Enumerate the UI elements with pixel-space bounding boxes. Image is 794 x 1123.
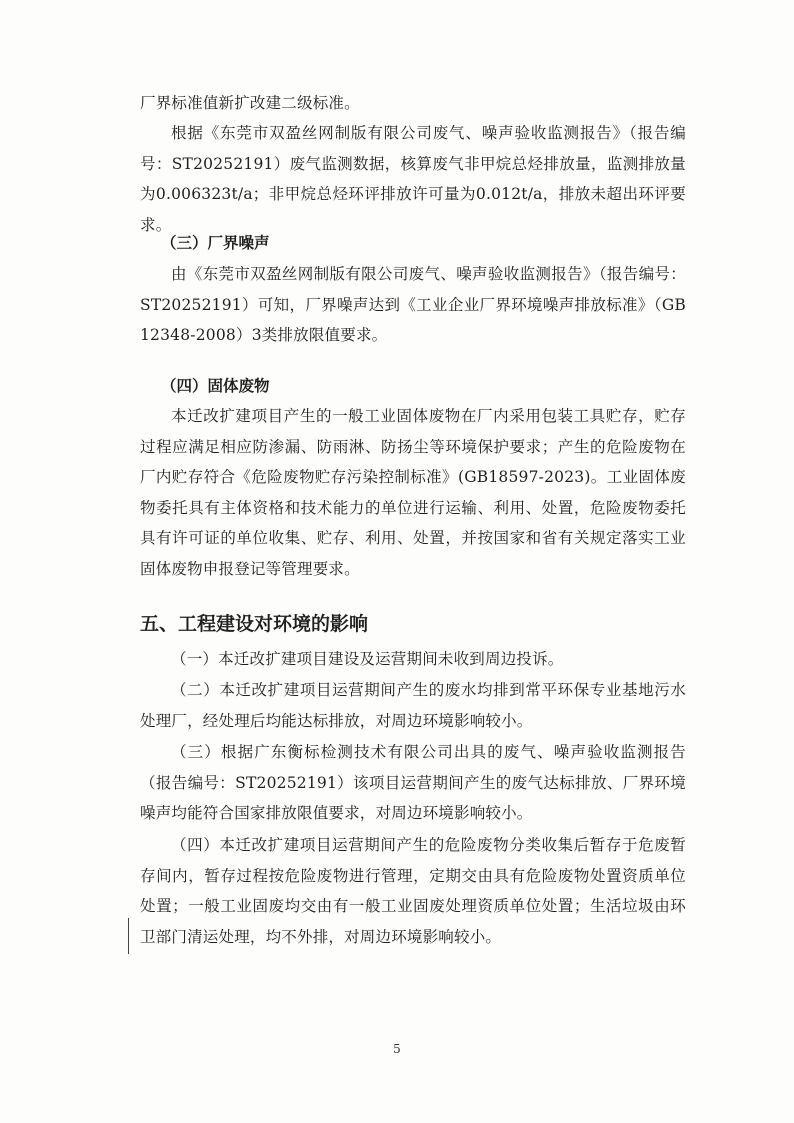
paragraph-continuation: 厂界标准值新扩改建二级标准。 xyxy=(140,94,360,112)
paragraph-exhaust-gas: 根据《东莞市双盈丝网制版有限公司废气、噪声验收监测报告》（报告编号：ST20252191）废气监测数据，核算废气非甲烷总烃排放量，监测排放量为0.006323t/a；非甲烷总烃环评排放许可量为0.012t/a，排放未超出环评要求。 xyxy=(140,124,686,234)
paragraph-impact-2: （二）本迁改扩建项目运营期间产生的废水均排到常平环保专业基地污水处理厂，经处理后均能达标排放，对周边环境影响较小。 xyxy=(140,681,686,730)
section-title-environment-impact: 五、工程建设对环境的影响 xyxy=(140,613,369,635)
heading-solid-waste: （四）固体废物 xyxy=(161,377,270,395)
page-number: 5 xyxy=(393,1042,401,1056)
paragraph-noise: 由《东莞市双盈丝网制版有限公司废气、噪声验收监测报告》（报告编号：ST20252191）可知，厂界噪声达到《工业企业厂界环境噪声排放标准》（GB 12348-2008）3类排放限值要求。 xyxy=(140,265,686,344)
paragraph-impact-3: （三）根据广东衡标检测技术有限公司出具的废气、噪声验收监测报告（报告编号：ST20252191）该项目运营期间产生的废气达标排放、厂界环境噪声均能符合国家排放限值要求，对周边环境影响较小。 xyxy=(140,743,686,822)
paragraph-solid-waste: 本迁改扩建项目产生的一般工业固体废物在厂内采用包装工具贮存，贮存过程应满足相应防渗漏、防雨淋、防扬尘等环境保护要求；产生的危险废物在厂内贮存符合《危险废物贮存污染控制标准》(GB18597-2023)。工业固体废物委托具有主体资格和技术能力的单位进行运输、利用、处置，危险废物委托具有许可证的单位收集、贮存、利用、处置，并按国家和省有关规定落实工业固体废物申报登记等管理要求。 xyxy=(140,407,686,578)
heading-boundary-noise: （三）厂界噪声 xyxy=(161,234,270,252)
paragraph-impact-4: （四）本迁改扩建项目运营期间产生的危险废物分类收集后暂存于危废暂存间内，暂存过程按危险废物进行管理，定期交由具有危险废物处置资质单位处置；一般工业固废均交由有一般工业固废处理资质单位处置；生活垃圾由环卫部门清运处理，均不外排，对周边环境影响较小。 xyxy=(140,836,686,946)
paragraph-impact-1: （一）本迁改扩建项目建设及运营期间未收到周边投诉。 xyxy=(171,650,564,668)
margin-mark xyxy=(128,918,129,954)
